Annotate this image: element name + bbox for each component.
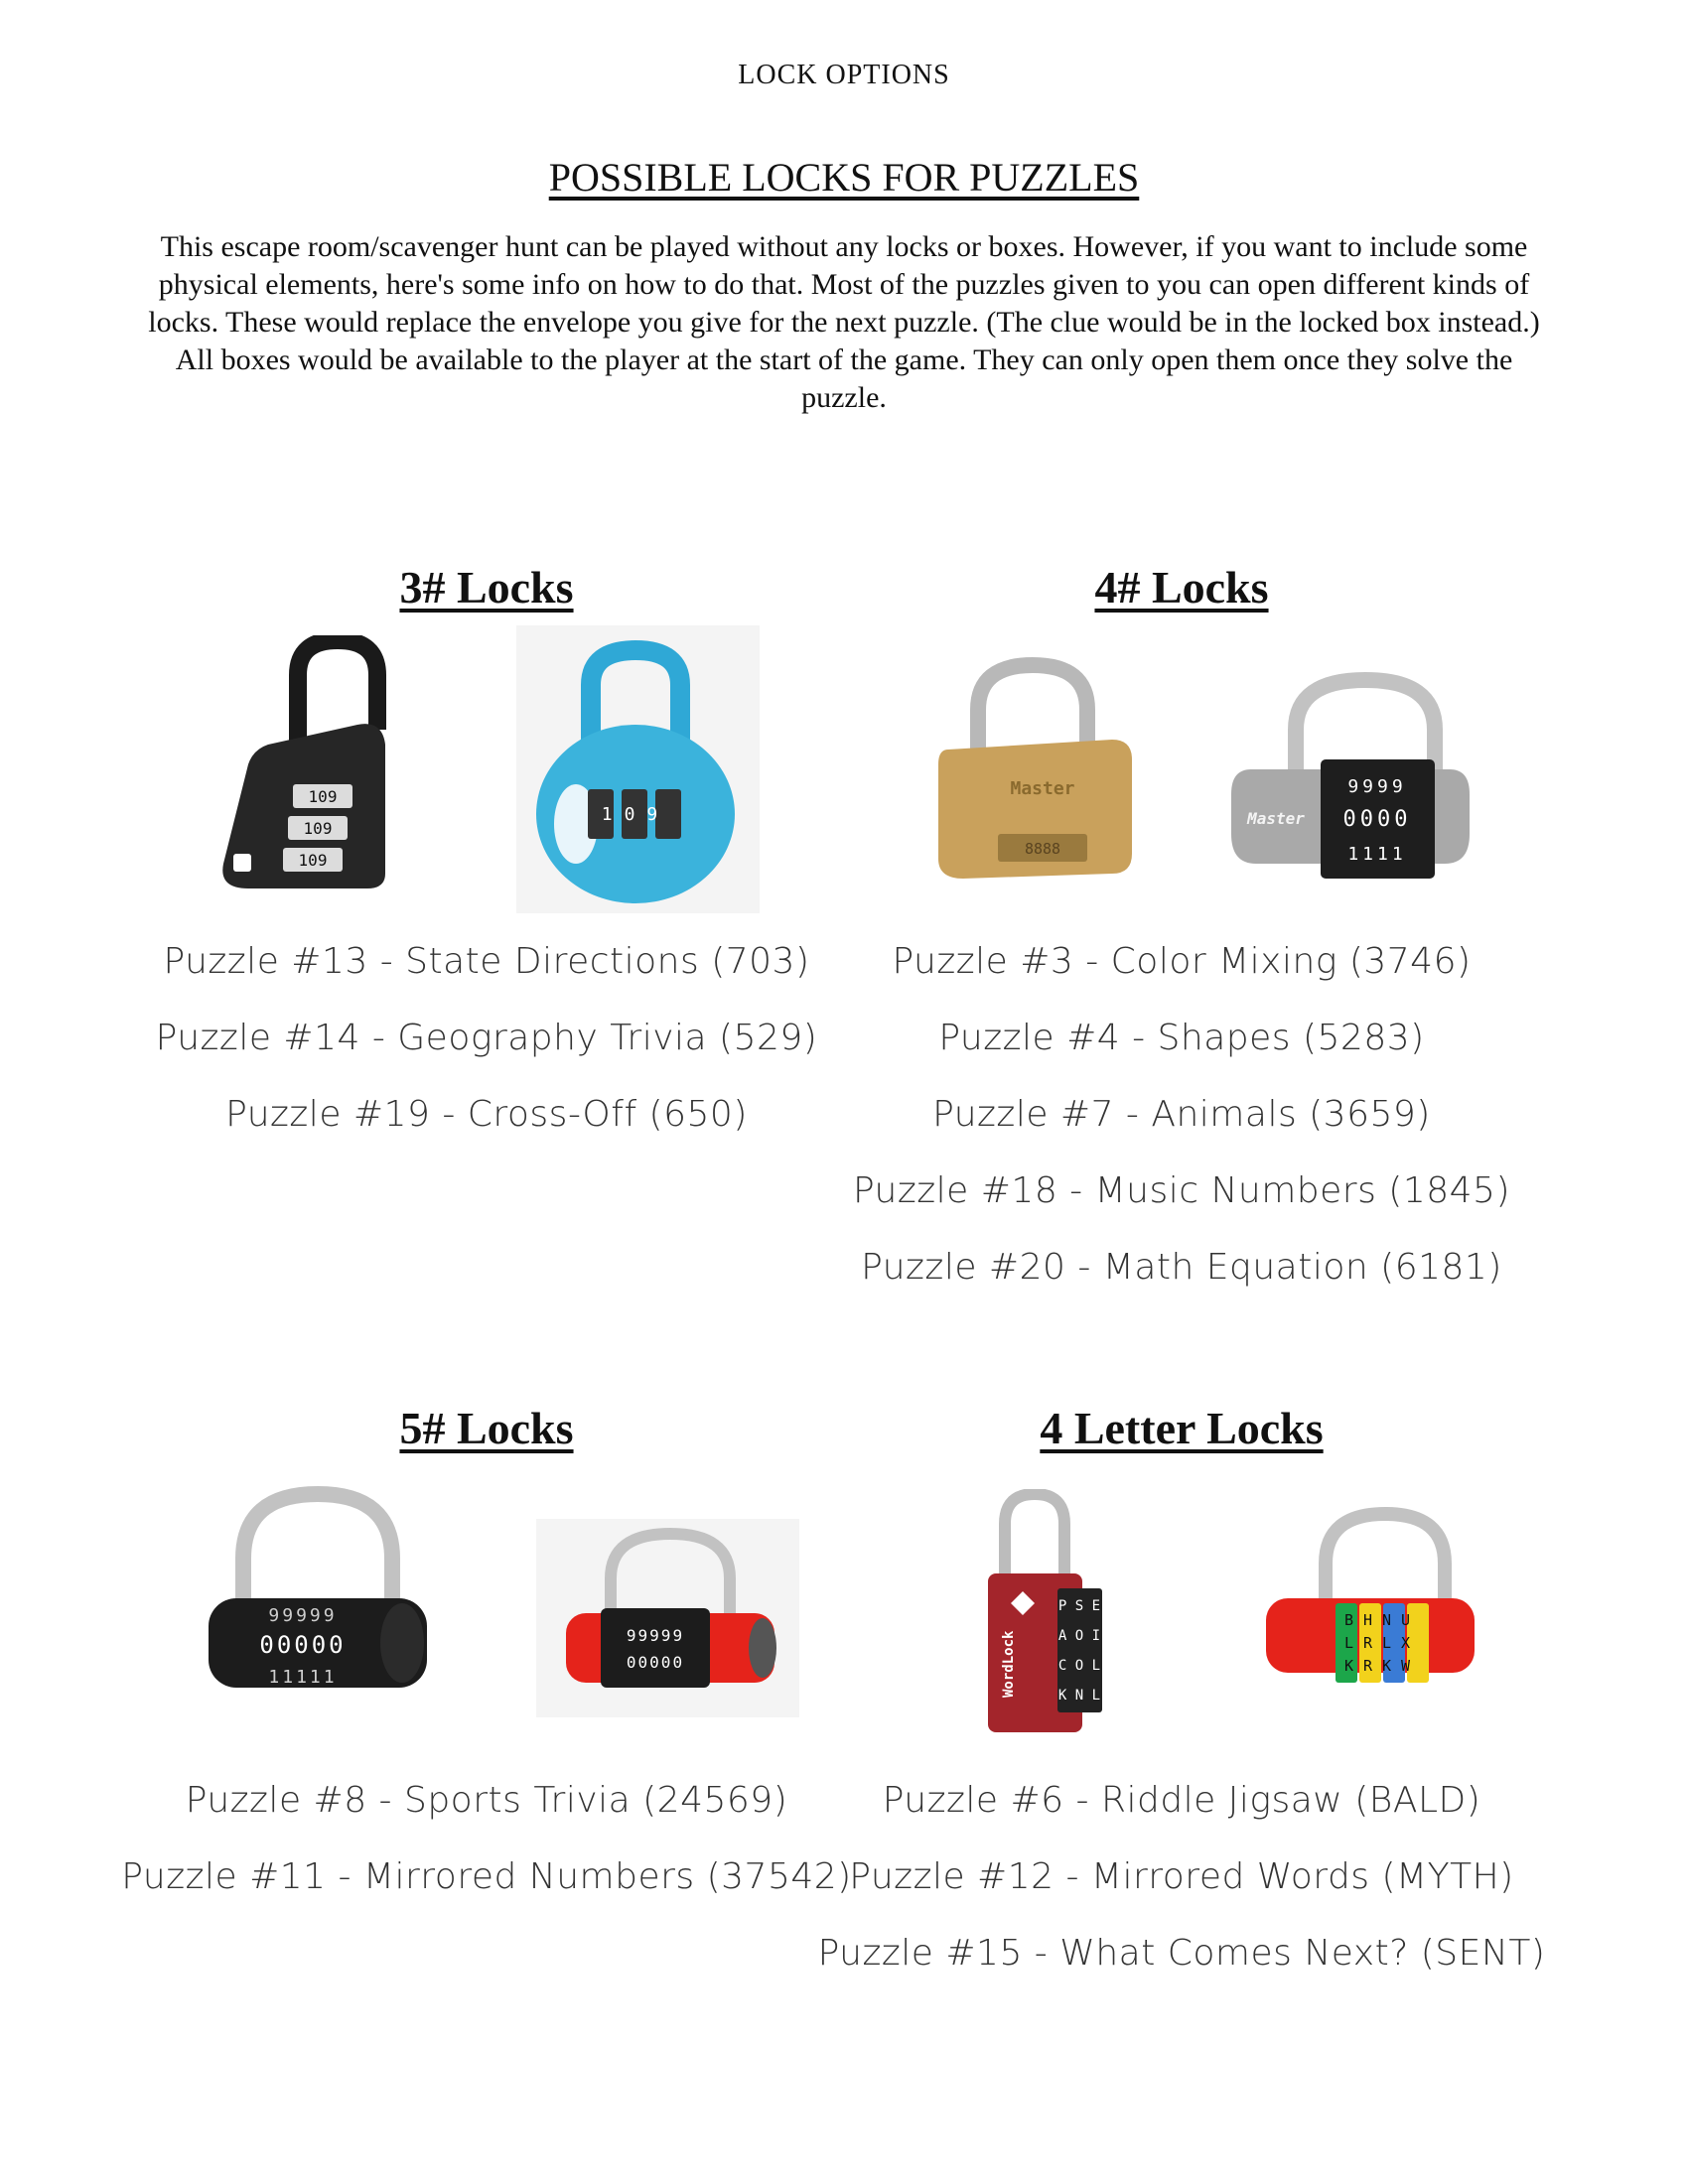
lock-digits-row2: 0000 — [1342, 807, 1412, 832]
red-4-letter-padlock-image — [1261, 1504, 1479, 1712]
puzzle-item: Puzzle #7 - Animals (3659) — [932, 1094, 1431, 1135]
puzzle-item: Puzzle #13 - State Directions (703) — [163, 941, 810, 982]
lock-digits-row1: 99999 — [268, 1605, 338, 1626]
puzzle-item: Puzzle #12 - Mirrored Words (MYTH) — [849, 1856, 1514, 1897]
puzzle-list-5-digit — [109, 1762, 864, 1915]
lock-digits-row2: 109 — [303, 819, 333, 838]
puzzle-item: Puzzle #8 - Sports Trivia (24569) — [185, 1780, 788, 1821]
puzzle-item: Puzzle #20 - Math Equation (6181) — [861, 1247, 1502, 1288]
page-title: POSSIBLE LOCKS FOR PUZZLES — [548, 155, 1140, 200]
grey-4-digit-padlock-image — [1221, 665, 1479, 884]
black-3-digit-luggage-lock-image — [209, 635, 427, 893]
puzzle-item: Puzzle #15 - What Comes Next? (SENT) — [817, 1933, 1546, 1974]
lock-digits: 109 — [601, 804, 670, 825]
puzzle-item: Puzzle #4 - Shapes (5283) — [938, 1018, 1425, 1058]
puzzle-item: Puzzle #6 - Riddle Jigsaw (BALD) — [882, 1780, 1481, 1821]
red-4-letter-wordlock-image — [983, 1489, 1112, 1737]
lock-digits-row1: 99999 — [626, 1626, 685, 1645]
lock-digits-row1: 109 — [308, 787, 338, 806]
black-5-digit-padlock-image — [199, 1484, 437, 1707]
puzzle-item: Puzzle #18 - Music Numbers (1845) — [852, 1170, 1511, 1211]
lock-digits-row3: 1111 — [1347, 844, 1407, 865]
brass-4-digit-padlock-image — [923, 655, 1142, 884]
lock-letters-row1: BHNU — [1343, 1611, 1421, 1629]
lock-brand: Master — [1010, 778, 1075, 799]
lock-brand: Master — [1247, 809, 1305, 828]
lock-letters-row4: K N L — [1057, 1688, 1101, 1704]
lock-digits: 8888 — [1024, 840, 1061, 858]
page-header: LOCK OPTIONS — [738, 60, 950, 90]
lock-digits-row3: 11111 — [268, 1667, 338, 1688]
blue-3-digit-padlock-image — [516, 625, 760, 913]
section-title-letter: 4 Letter Locks — [1040, 1403, 1324, 1453]
lock-digits-row2: 00000 — [626, 1653, 685, 1672]
section-title-5-digit: 5# Locks — [399, 1403, 574, 1453]
puzzle-item: Puzzle #11 - Mirrored Numbers (37542) — [121, 1856, 852, 1897]
puzzle-list-3-digit — [109, 923, 864, 1153]
section-title-4-digit: 4# Locks — [1094, 562, 1269, 613]
intro-paragraph: This escape room/scavenger hunt can be played without any locks or boxes. However, if you want to include some physical elements, here's some info on how to do that. Most of the puzzles given to you can open different kinds of locks. These would replace the envelope you give for the next puzzle. (The clue would be in the locked box instead.) All boxes would be available to the player at the start of the game. They can only open them once they solve the puzzle. — [148, 230, 1540, 414]
red-5-digit-padlock-image — [536, 1519, 799, 1717]
lock-letters-row1: P S E — [1057, 1598, 1101, 1614]
puzzle-item: Puzzle #3 - Color Mixing (3746) — [892, 941, 1472, 982]
lock-letters-row3: C O L — [1057, 1658, 1101, 1674]
lock-letters-row2: LRLX — [1343, 1634, 1421, 1652]
puzzle-list-4-digit — [804, 923, 1559, 1305]
puzzle-item: Puzzle #14 - Geography Trivia (529) — [155, 1018, 818, 1058]
lock-letters-row2: A O I — [1057, 1628, 1101, 1644]
section-title-3-digit: 3# Locks — [399, 562, 574, 613]
lock-digits-row2: 00000 — [259, 1631, 347, 1659]
puzzle-item: Puzzle #19 - Cross-Off (650) — [225, 1094, 748, 1135]
lock-digits-row1: 9999 — [1347, 776, 1407, 797]
lock-letters-row3: KRKW — [1343, 1657, 1421, 1675]
lock-brand: WordLock — [1001, 1630, 1017, 1698]
puzzle-list-letter — [804, 1762, 1559, 1991]
lock-digits-row3: 109 — [298, 851, 328, 870]
